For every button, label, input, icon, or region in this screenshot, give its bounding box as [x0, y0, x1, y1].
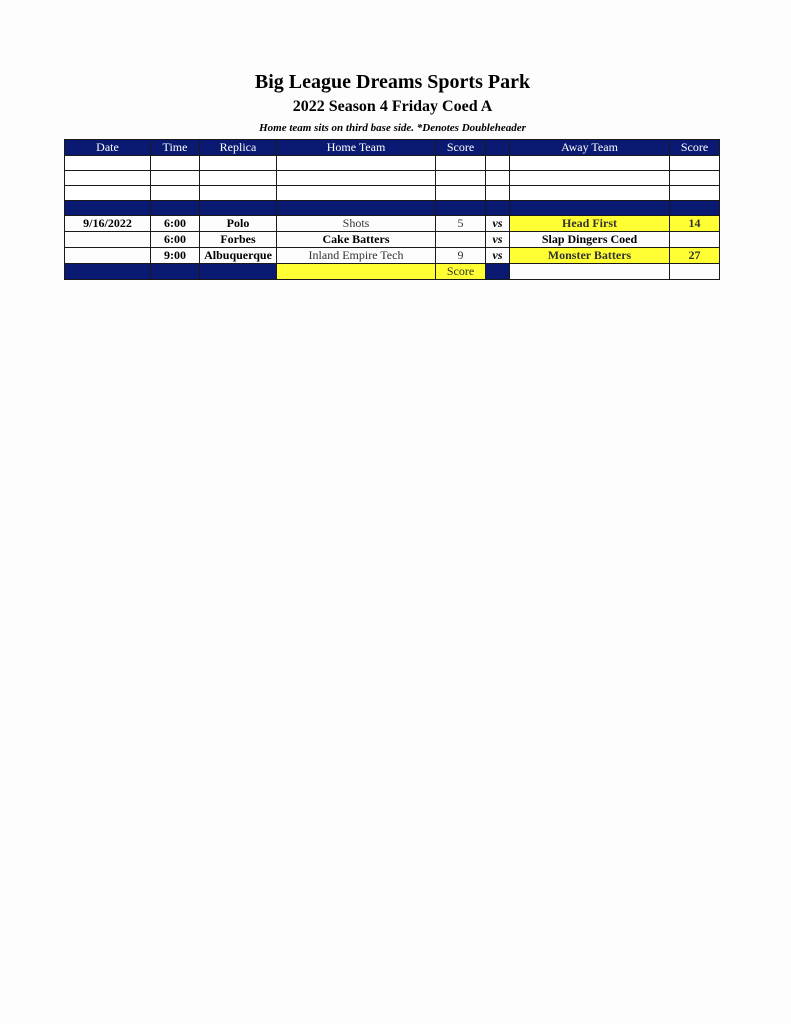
away-score [670, 232, 720, 248]
game-replica: Albuquerque [200, 248, 277, 264]
home-score: 9 [436, 248, 486, 264]
empty-row [65, 171, 720, 186]
score-legend: Score [436, 264, 486, 280]
legend-row [65, 264, 720, 280]
game-time: 6:00 [151, 216, 200, 232]
away-score: 14 [670, 216, 720, 232]
vs-label: vs [486, 232, 510, 248]
table-row [65, 248, 720, 264]
col-replica: Replica [200, 140, 277, 156]
home-team: Inland Empire Tech [277, 248, 436, 264]
col-home-score: Score [436, 140, 486, 156]
col-vs [486, 140, 510, 156]
season-subtitle: 2022 Season 4 Friday Coed A [292, 98, 493, 115]
col-date: Date [65, 140, 151, 156]
home-score [436, 232, 486, 248]
home-team: Shots [277, 216, 436, 232]
empty-row [65, 186, 720, 201]
home-team: Cake Batters [277, 232, 436, 248]
game-date [65, 232, 151, 248]
highlight-swatch [277, 264, 436, 280]
away-score: 27 [670, 248, 720, 264]
col-time: Time [151, 140, 200, 156]
separator-band [65, 201, 720, 216]
vs-label: vs [486, 216, 510, 232]
col-home-team: Home Team [277, 140, 436, 156]
page-title: Big League Dreams Sports Park [254, 71, 531, 93]
schedule-table [64, 139, 720, 280]
col-away-team: Away Team [510, 140, 670, 156]
game-date: 9/16/2022 [65, 216, 151, 232]
away-team: Slap Dingers Coed [510, 232, 670, 248]
game-replica: Forbes [200, 232, 277, 248]
empty-row [65, 156, 720, 171]
header-row [65, 140, 720, 156]
home-score: 5 [436, 216, 486, 232]
away-team: Head First [510, 216, 670, 232]
col-away-score: Score [670, 140, 720, 156]
table-row [65, 216, 720, 232]
game-replica: Polo [200, 216, 277, 232]
game-date [65, 248, 151, 264]
table-row [65, 232, 720, 248]
game-time: 9:00 [151, 248, 200, 264]
doubleheader-note: Home team sits on third base side. *Denotes Doubleheader [259, 122, 526, 134]
game-time: 6:00 [151, 232, 200, 248]
away-team: Monster Batters [510, 248, 670, 264]
vs-label: vs [486, 248, 510, 264]
